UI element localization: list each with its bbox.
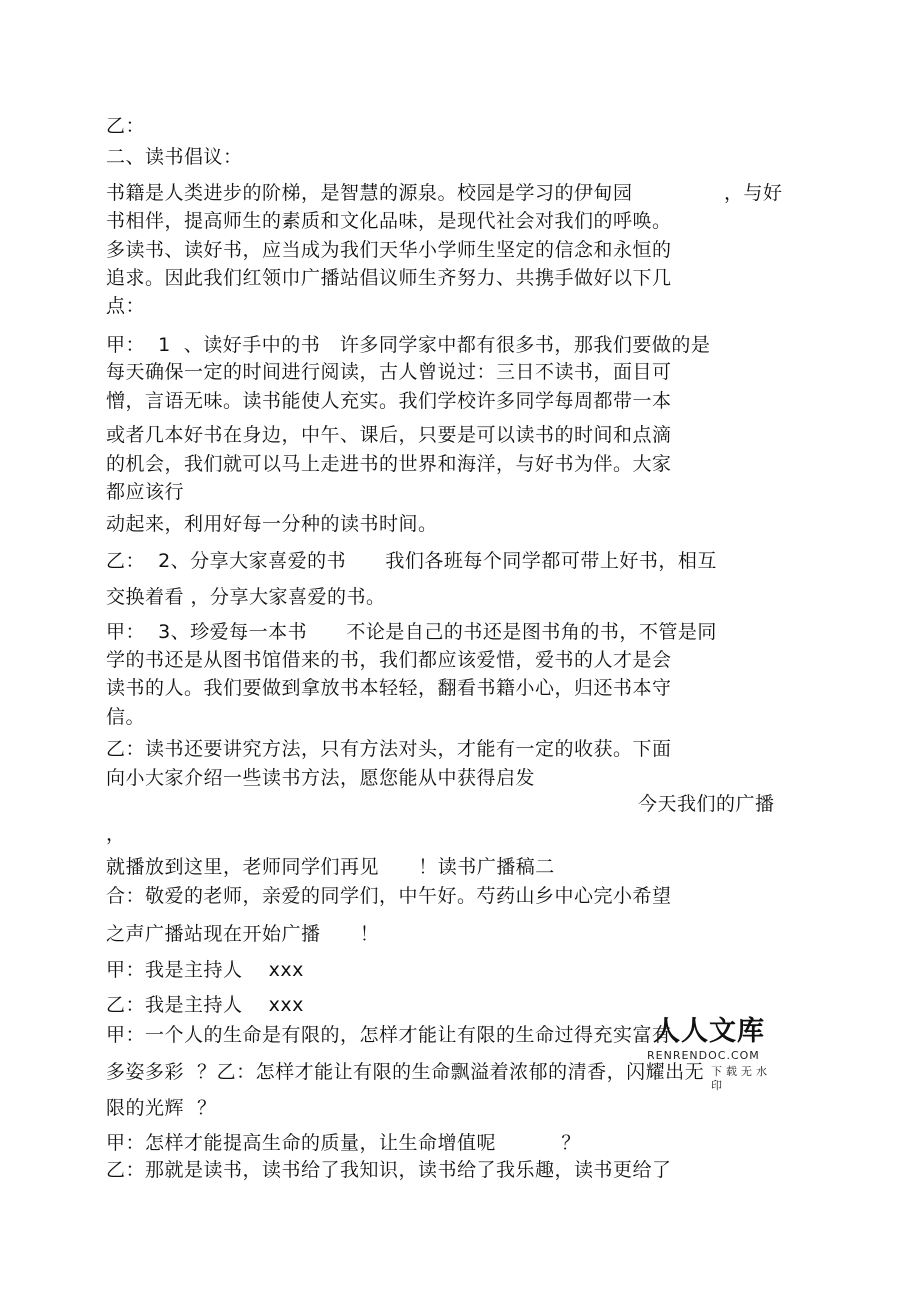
text-line: 信。 [106, 706, 146, 728]
text-line: 之声广播站现在开始广播 ！ [106, 923, 380, 945]
text-line: 追求。因此我们红领巾广播站倡议师生齐努力、共携手做好以下几 [106, 267, 672, 289]
text-line: 交换着看 ，分享大家喜爱的书。 [106, 586, 386, 608]
text-line: 憎，言语无味。读书能使人充实。我们学校许多同学每周都带一本 [106, 390, 672, 412]
watermark-subtitle: 下载无水印 [711, 1065, 771, 1092]
text-line: 都应该行 [106, 481, 185, 503]
text-line: 的机会，我们就可以马上走进书的世界和海洋，与好书为伴。大家 [106, 453, 672, 475]
watermark-title: 人人文库 [653, 1016, 765, 1047]
text-line: 学的书还是从图书馆借来的书，我们都应该爱惜，爱书的人才是会 [106, 649, 672, 671]
text-line: 每天确保一定的时间进行阅读，古人曾说过：三日不读书，面目可 [106, 361, 672, 383]
text-line: 读书的人。我们要做到拿放书本轻轻，翻看书籍小心，归还书本守 [106, 677, 672, 699]
text-line: 甲：一个人的生命是有限的，怎样才能让有限的生命过得充实富有、 [106, 1024, 692, 1046]
text-line: 书籍是人类进步的阶梯，是智慧的源泉。校园是学习的伊甸园 ，与好 [106, 182, 783, 204]
text-line: 多姿多彩 ？乙：怎样才能让有限的生命飘溢着浓郁的清香，闪耀出无 [106, 1061, 705, 1083]
text-line: 动起来，利用好每一分种的读书时间。 [106, 513, 438, 535]
text-line: 多读书、读好书，应当成为我们天华小学师生坚定的信念和永恒的 [106, 239, 672, 261]
text-line: 或者几本好书在身边，中午、课后，只要是可以读书的时间和点滴 [106, 424, 672, 446]
text-line: 乙： [106, 115, 146, 137]
text-line: 书相伴，提高师生的素质和文化品味，是现代社会对我们的呼唤。 [106, 210, 672, 232]
text-line: 甲： 1 、读好手中的书 许多同学家中都有很多书，那我们要做的是 [106, 334, 711, 356]
text-line: 就播放到这里，老师同学们再见 ！读书广播稿二 [106, 856, 555, 878]
section-heading: 二、读书倡议： [106, 146, 243, 168]
text-line: 甲： 3、珍爱每一本书 不论是自己的书还是图书角的书，不管是同 [106, 621, 717, 643]
text-line: ， [106, 823, 126, 845]
text-line: 甲：怎样才能提高生命的质量，让生命增值呢 ？ [106, 1132, 581, 1154]
text-line: 乙：我是主持人 xxx [106, 994, 304, 1016]
text-line: 甲：我是主持人 xxx [106, 959, 304, 981]
text-line: 合：敬爱的老师，亲爱的同学们，中午好。芍药山乡中心完小希望 [106, 885, 672, 907]
text-line: 向小大家介绍一些读书方法，愿您能从中获得启发 [106, 767, 536, 789]
text-line: 乙： 2、分享大家喜爱的书 我们各班每个同学都可带上好书，相互 [106, 550, 717, 572]
text-line: 乙：那就是读书，读书给了我知识，读书给了我乐趣，读书更给了 [106, 1159, 672, 1181]
text-line: 今天我们的广播 [638, 793, 775, 815]
text-line: 点： [106, 295, 146, 317]
text-line: 乙：读书还要讲究方法，只有方法对头，才能有一定的收获。下面 [106, 738, 672, 760]
watermark-url: RENRENDOC.COM [647, 1049, 760, 1062]
text-line: 限的光辉 ？ [106, 1097, 217, 1119]
